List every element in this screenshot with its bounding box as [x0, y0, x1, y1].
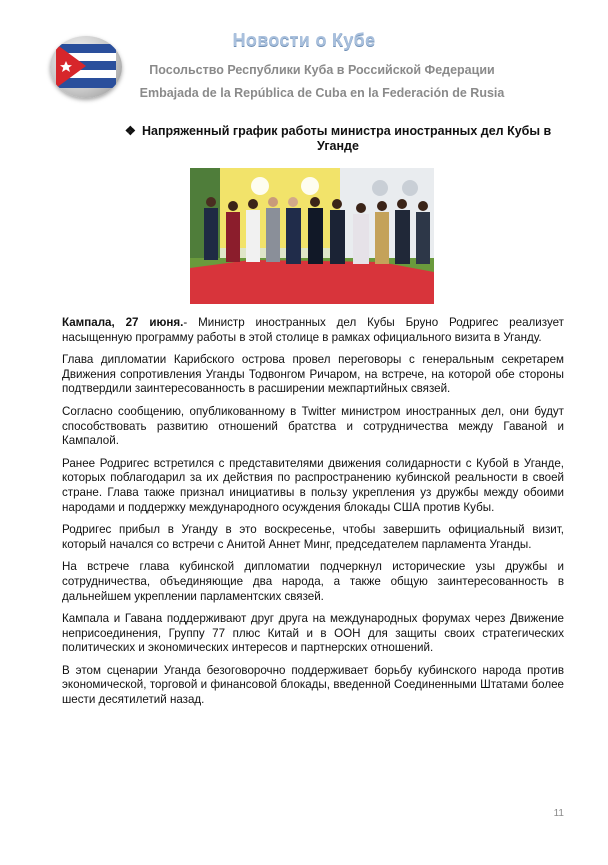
embassy-name-ru: Посольство Республики Куба в Российской Федерации: [149, 63, 495, 77]
article-heading: [118, 124, 558, 154]
article-paragraph: В этом сценарии Уганда безоговорочно поддерживает борьбу кубинского народа против экономической, торговой и финансовой блокады, введенной Соединенными Штатами более шести десятилетий назад.: [62, 663, 564, 707]
page-number: 11: [553, 808, 564, 819]
delegation-group-photo: [190, 168, 434, 304]
article-paragraph: Глава дипломатии Карибского острова провел переговоры с генеральным секретарем Движения сопротивления Уганды Тодвонгом Ричаром, на встрече, на которой обе стороны подтвердили заинтересованность в расширении межпартийных связей.: [62, 353, 564, 396]
publication-title: Новости о Кубе: [232, 30, 376, 50]
embassy-name-es: Embajada de la República de Cuba en la Federación de Rusia: [139, 86, 505, 100]
article-paragraph: На встрече глава кубинской дипломатии подчеркнул исторические узы дружбы и сотрудничества, объединяющие два народа, а также общую заинтересованность в дальнейшем укреплении парламентских связей.: [62, 560, 564, 603]
diamond-bullet-icon: ❖: [124, 124, 136, 138]
article-paragraph: Согласно сообщению, опубликованному в Twitter министром иностранных дел, они будут способствовать развитию отношений братства и сотрудничества между Гаваной и Кампалой.: [62, 404, 564, 448]
article-paragraph: Ранее Родригес встретился с представителями движения солидарности с Кубой в Уганде, которых поблагодарил за их действия по распространению кубинской реальности в своей стране. Глава также признал инициативы в пользу укрепления уз дружбы между обоими народами и поддержку международного осуждения блокады США против Кубы.: [62, 456, 564, 514]
article-body: [62, 316, 564, 716]
article-lead-text: - Министр иностранных дел Кубы Бруно Родригес реализует насыщенную программу работы в этой столице в рамках официального визита в Уганду.: [62, 316, 564, 344]
article-paragraph: Родригес прибыл в Уганду в это воскресенье, чтобы завершить официальный визит, который начался со встречи с Анитой Аннет Минг, председателем парламента Уганды.: [62, 523, 564, 551]
article-dateline: Кампала, 27 июня.: [62, 316, 184, 329]
article-paragraph: [62, 316, 564, 345]
article-paragraph: Кампала и Гавана поддерживают друг друга на международных форумах через Движение неприсоединения, Группу 77 плюс Китай и в ООН для защиты своих стратегических политических и экономических интересов и партнерских отношений.: [62, 612, 564, 655]
article-heading-text: Напряженный график работы министра иностранных дел Кубы в Уганде: [141, 124, 552, 153]
